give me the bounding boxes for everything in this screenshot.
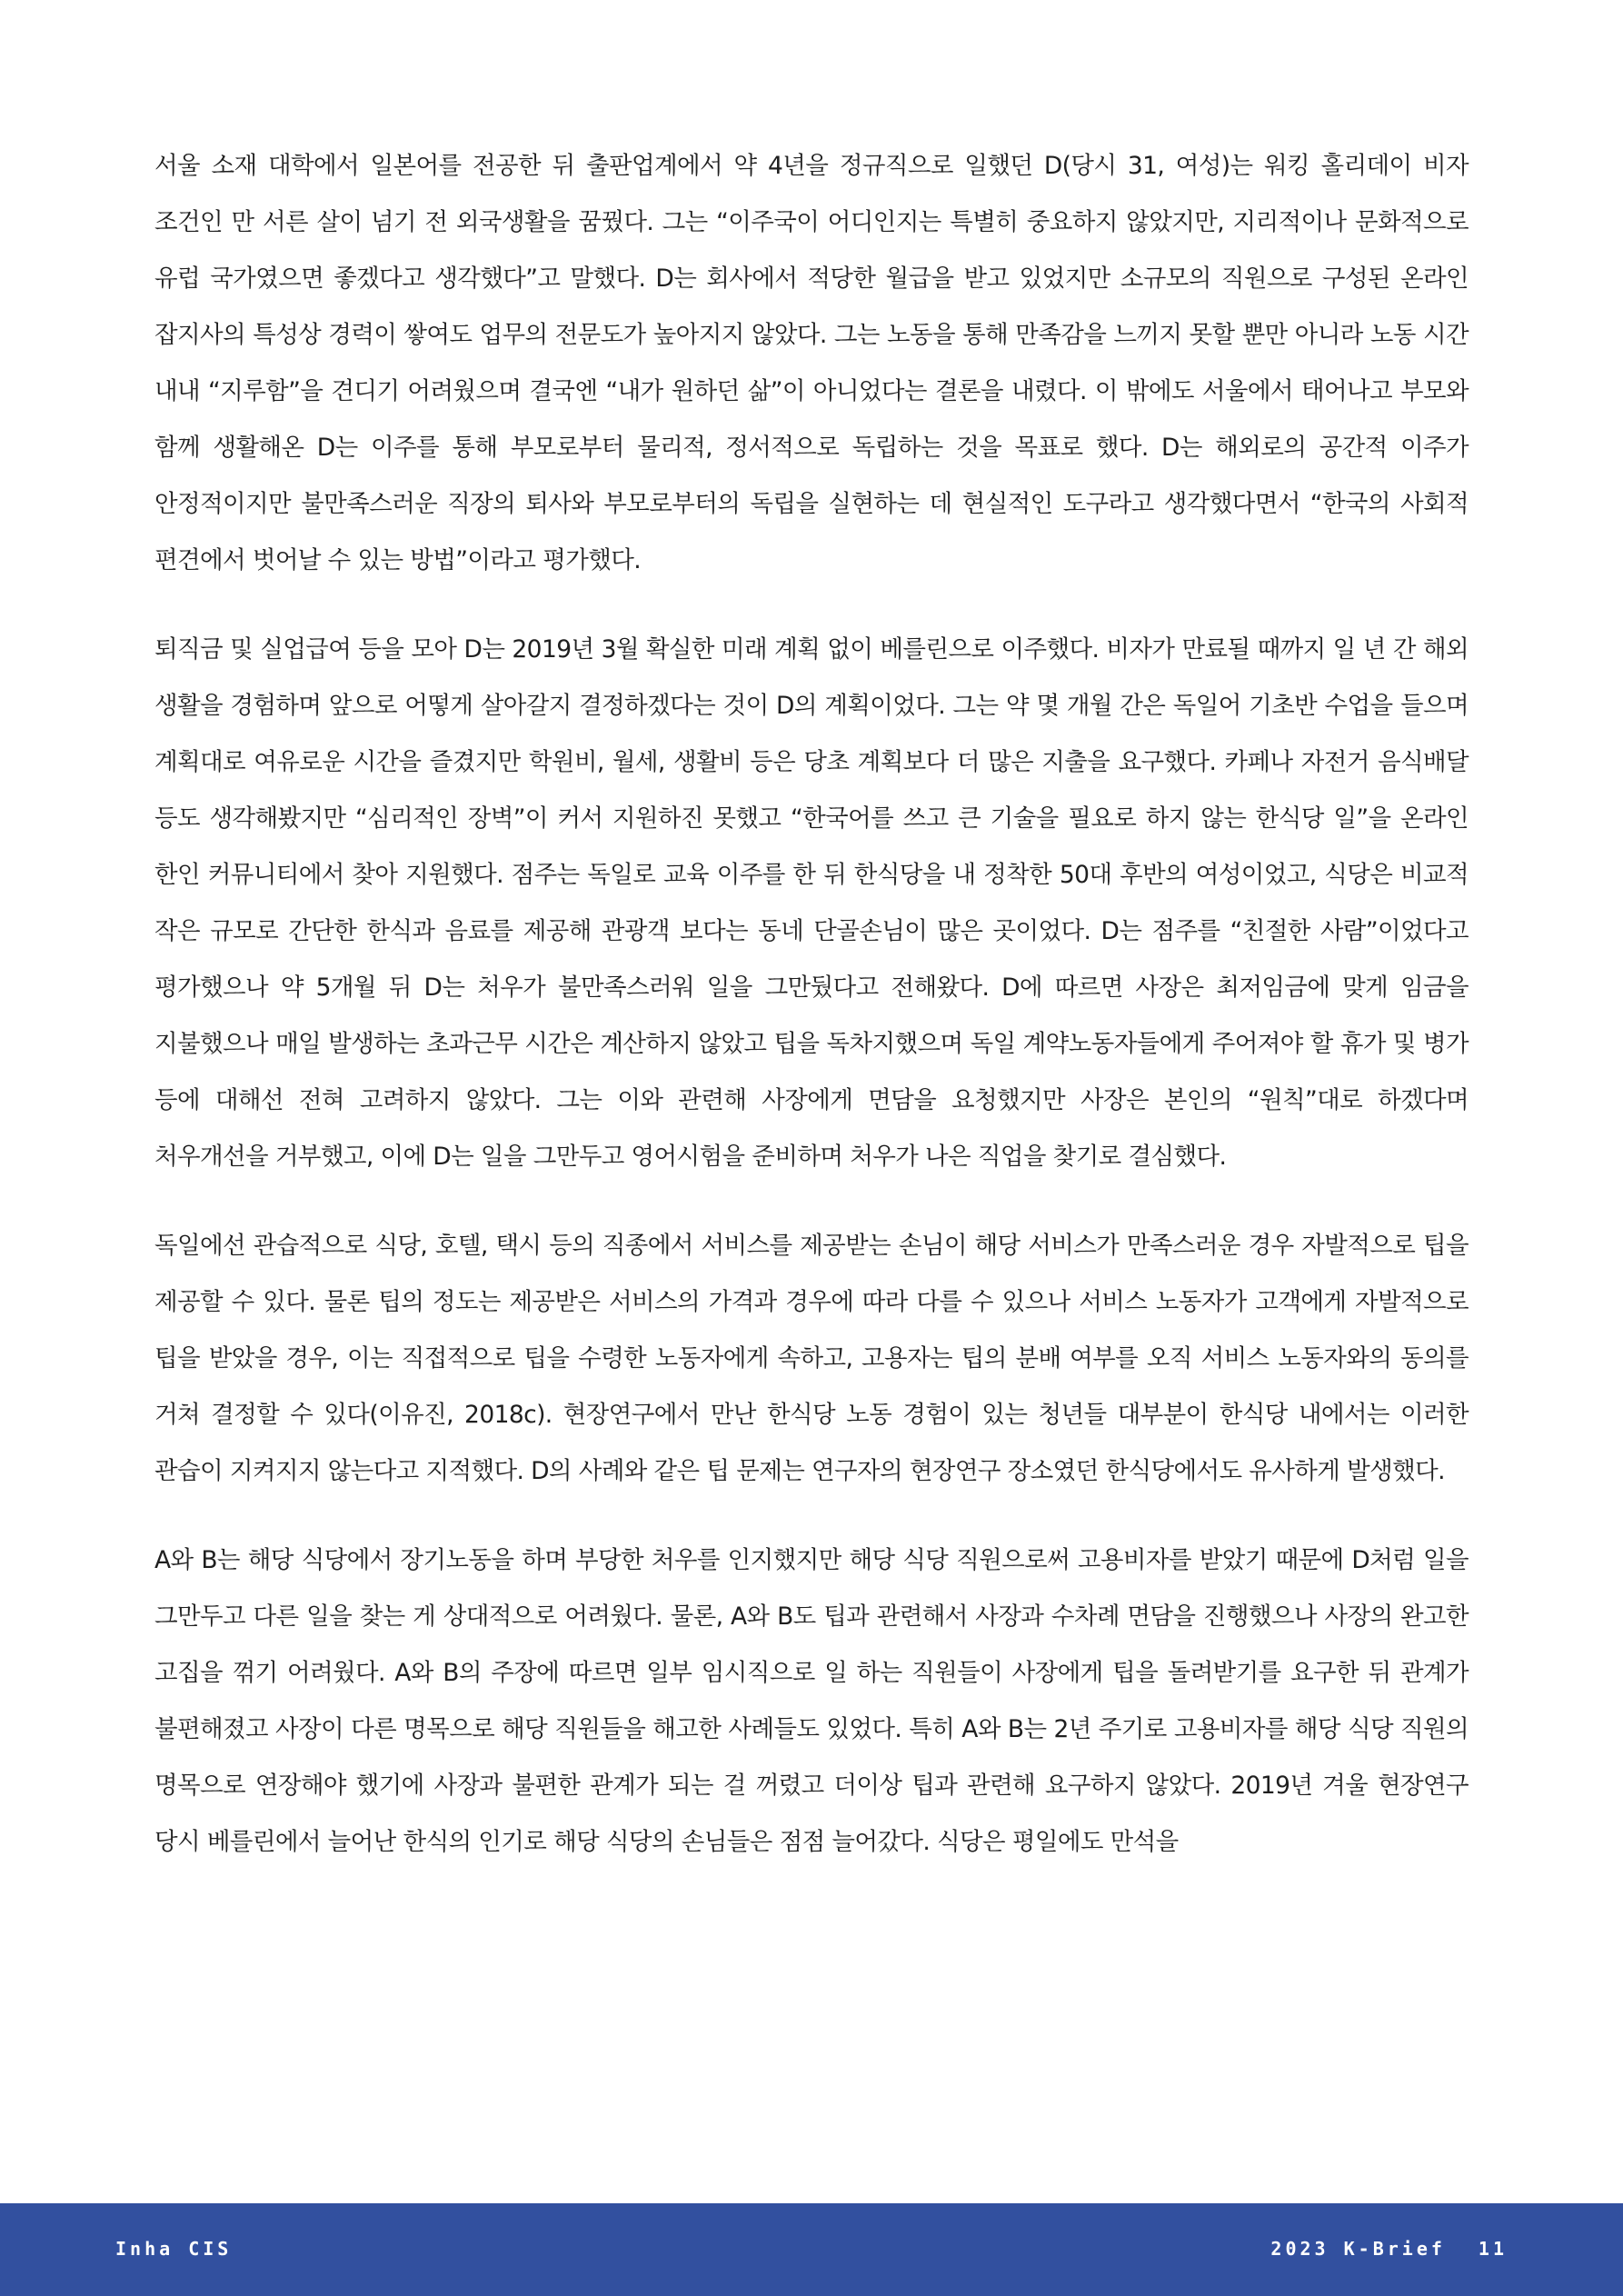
page-footer [0, 2203, 1623, 2296]
body-paragraph-2: 퇴직금 및 실업급여 등을 모아 D는 2019년 3월 확실한 미래 계획 없이 베를린으로 이주했다. 비자가 만료될 때까지 일 년 간 해외 생활을 경험하며 앞으로 어떻게 살아갈지 결정하겠다는 것이 D의 계획이었다. 그는 약 몇 개월 간은 독일어 기초반 수업을 들으며 계획대로 여유로운 시간을 즐겼지만 학원비, 월세, 생활비 등은 당초 계획보다 더 많은 지출을 요구했다. 카페나 자전거 음식배달 등도 생각해봤지만 “심리적인 장벽”이 커서 지원하진 못했고 “한국어를 쓰고 큰 기술을 필요로 하지 않는 한식당 일”을 온라인 한인 커뮤니티에서 찾아 지원했다. 점주는 독일로 교육 이주를 한 뒤 한식당을 내 정착한 50대 후반의 여성이었고, 식당은 비교적 작은 규모로 간단한 한식과 음료를 제공해 관광객 보다는 동네 단골손님이 많은 곳이었다. D는 점주를 “친절한 사람”이었다고 평가했으나 약 5개월 뒤 D는 처우가 불만족스러워 일을 그만뒀다고 전해왔다. D에 따르면 사장은 최저임금에 맞게 임금을 지불했으나 매일 발생하는 초과근무 시간은 계산하지 않았고 팁을 독차지했으며 독일 계약노동자들에게 주어져야 할 휴가 및 병가 등에 대해선 전혀 고려하지 않았다. 그는 이와 관련해 사장에게 면담을 요청했지만 사장은 본인의 “원칙”대로 하겠다며 처우개선을 거부했고, 이에 D는 일을 그만두고 영어시험을 준비하며 처우가 나은 직업을 찾기로 결심했다. [154, 635, 1469, 1171]
body-paragraph-1: 서울 소재 대학에서 일본어를 전공한 뒤 출판업계에서 약 4년을 정규직으로 일했던 D(당시 31, 여성)는 워킹 홀리데이 비자 조건인 만 서른 살이 넘기 전 외국생활을 꿈꿨다. 그는 “이주국이 어디인지는 특별히 중요하지 않았지만, 지리적이나 문화적으로 유럽 국가였으면 좋겠다고 생각했다”고 말했다. D는 회사에서 적당한 월급을 받고 있었지만 소규모의 직원으로 구성된 온라인 잡지사의 특성상 경력이 쌓여도 업무의 전문도가 높아지지 않았다. 그는 노동을 통해 만족감을 느끼지 못할 뿐만 아니라 노동 시간 내내 “지루함”을 견디기 어려웠으며 결국엔 “내가 원하던 삶”이 아니었다는 결론을 내렸다. 이 밖에도 서울에서 태어나고 부모와 함께 생활해온 D는 이주를 통해 부모로부터 물리적, 정서적으로 독립하는 것을 목표로 했다. D는 해외로의 공간적 이주가 안정적이지만 불만족스러운 직장의 퇴사와 부모로부터의 독립을 실현하는 데 현실적인 도구라고 생각했다면서 “한국의 사회적 편견에서 벗어날 수 있는 방법”이라고 평가했다. [154, 152, 1469, 574]
document-body [154, 138, 1469, 1903]
footer-right-group [1270, 2238, 1508, 2260]
footer-page-number: 11 [1478, 2238, 1508, 2260]
footer-publication-title: 2023 K-Brief [1270, 2238, 1446, 2260]
body-paragraph-4: A와 B는 해당 식당에서 장기노동을 하며 부당한 처우를 인지했지만 해당 식당 직원으로써 고용비자를 받았기 때문에 D처럼 일을 그만두고 다른 일을 찾는 게 상대적으로 어려웠다. 물론, A와 B도 팁과 관련해서 사장과 수차례 면담을 진행했으나 사장의 완고한 고집을 꺾기 어려웠다. A와 B의 주장에 따르면 일부 임시직으로 일 하는 직원들이 사장에게 팁을 돌려받기를 요구한 뒤 관계가 불편해졌고 사장이 다른 명목으로 해당 직원들을 해고한 사례들도 있었다. 특히 A와 B는 2년 주기로 고용비자를 해당 식당 직원의 명목으로 연장해야 했기에 사장과 불편한 관계가 되는 걸 꺼렸고 더이상 팁과 관련해 요구하지 않았다. 2019년 겨울 현장연구 당시 베를린에서 늘어난 한식의 인기로 해당 식당의 손님들은 점점 늘어갔다. 식당은 평일에도 만석을 [154, 1546, 1469, 1856]
body-paragraph-3: 독일에선 관습적으로 식당, 호텔, 택시 등의 직종에서 서비스를 제공받는 손님이 해당 서비스가 만족스러운 경우 자발적으로 팁을 제공할 수 있다. 물론 팁의 정도는 제공받은 서비스의 가격과 경우에 따라 다를 수 있으나 서비스 노동자가 고객에게 자발적으로 팁을 받았을 경우, 이는 직접적으로 팁을 수령한 노동자에게 속하고, 고용자는 팁의 분배 여부를 오직 서비스 노동자와의 동의를 거쳐 결정할 수 있다(이유진, 2018c). 현장연구에서 만난 한식당 노동 경험이 있는 청년들 대부분이 한식당 내에서는 이러한 관습이 지켜지지 않는다고 지적했다. D의 사례와 같은 팁 문제는 연구자의 현장연구 장소였던 한식당에서도 유사하게 발생했다. [154, 1232, 1469, 1485]
footer-org-name: Inha CIS [115, 2238, 233, 2260]
